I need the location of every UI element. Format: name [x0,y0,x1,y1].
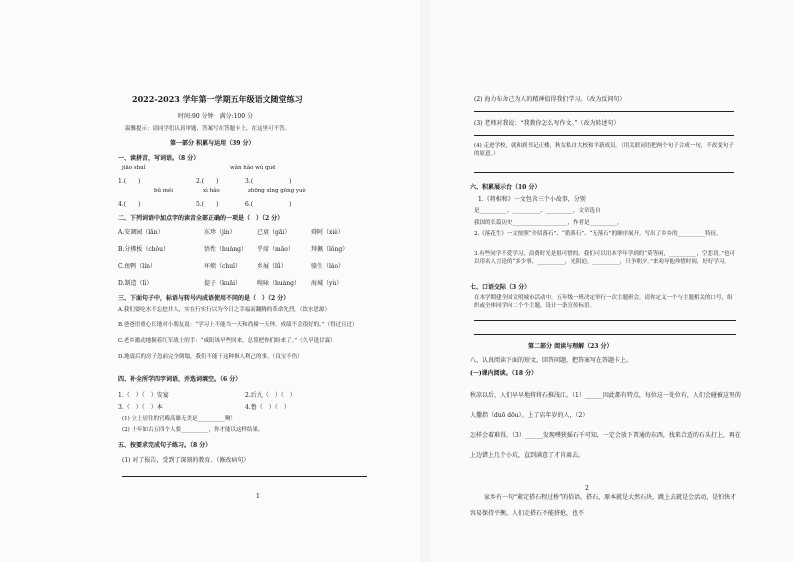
q1-blank-3: 3.( ) [245,178,292,185]
q2-b-2: 悟性（huàng） [204,246,248,253]
part1-heading: 第一部分 积累与运用（39 分） [170,140,255,147]
r-sentence-3: (3) 老师对我说：“我教你怎么写作文。”（改为转述句） [474,120,620,127]
pinyin-1: jiāo shuǐ [122,165,146,171]
q2-b-3: 乎席（mǎo） [257,246,294,253]
q6-s1: 1.《将相和》一文包含三个小故事，分别 [478,196,586,203]
q3-a: A.我们要吃水不忘挖井人，实在行实行以为今日之幸福而翻腾的革命先烈。（饮水思源） [118,307,330,313]
time-score: 时间:90 分钟 满分:100 分 [178,113,253,120]
q2-c-2: 坏烦（chuī） [204,263,242,270]
q2-d-1: D.制造（lì） [118,280,153,287]
q1-blank-2: 2.( ) [196,178,219,185]
q8-heading: 八、认真阅读下面的短文，回答问题，把答案写在答题卡上。 [470,357,633,364]
exam-title: 2022-2023 学年第一学期五年级语文随堂练习 [132,94,303,104]
q7-heading: 七、口语交际（3 分） [470,284,531,291]
q1-blank-5: 5.( ) [196,201,219,208]
page-right [430,0,794,562]
q2-heading: 二、下列词语中加点字的读音全部正确的一项是（ ）（2 分） [118,215,284,222]
q4-item-4: 4.鲁（ ）（ ） [245,404,290,411]
page-number-left: 1 [256,493,260,500]
q4-item-2: 2.后九（ ）（ ） [245,392,296,399]
q2-d-2: 提子（kuāi） [204,280,241,287]
q3-d: D.地震后的房子忽前完全倒塌，我们不能干这种损人利己的事。（良宝不伤） [118,354,303,360]
q6-s1c: 我国的长篇历史____________________，作者是__________。 [474,220,623,226]
q6-s1b: 是__________、__________、__________，文章选自 [474,208,601,214]
answer-line [474,111,734,112]
pinyin-3: wǎn hǎo wú quē [230,165,276,171]
q4-heading: 四、补全所学四字词语，并选词填空。（6 分） [118,376,242,383]
r-sentence-4: (4) 走进学校，就和到书记正楼，秋女私自大校和平新成员。（用关联词语把两个句子合成一句，不改变句子的原意。） [474,143,734,157]
q4-item-1: 1.（ ）（ ）安宴 [118,392,169,399]
pinyin-5: xì hǎo [203,188,220,194]
q5-heading: 五、按要求完成句子练习。（8 分） [118,442,212,449]
q6-s2: 2.《落花生》一文按照“介绍落石”、“猎落石”、“无落石”的顺序展开，写出了乡乡的__________特征。 [474,231,722,237]
q3-b: B.爸爸语重心长地对小朋友说：“学习上不能当一天和尚撞一天钟，成绩不会很好的。”（得过且过） [118,322,358,328]
q6-s3: 3.有些同学不爱学习，浪费时光是很可惜的。我们可以用本学年学到的“莫等闲，__________，空悲切。”也可以用名人言论的“多少事，__________，光阴迫。__________，只争朝夕。”来劝导他珍惜时间，好好学习。 [474,251,736,265]
q2-b-1: B.分梆板（chǒu） [118,246,170,253]
q2-a-1: A.安调园（lǎn） [118,229,164,236]
q5-sentence-1: (1) 对了报告，受到了深刻的教育。（修改病句） [122,457,250,464]
answer-line [474,320,736,321]
answer-line [474,135,734,136]
q2-d-3: 嗅咏（huàng） [257,280,301,287]
passage-para-2: 怎样会着难得，（3）______发现噗狭摇石千可知，一定会放下普通的东西，找来合适的石头打上，再在上边错上几个小坑，直到满意了才肯离去。 [470,432,741,459]
q2-a-4: 舜阿（xiè） [311,229,344,236]
q2-a-2: 东珍（jìn） [204,229,236,236]
passage-para-1: 秋凉以后，人们早早地将将石推浅江。（1）______因此都有特点，每位这一处位有，人们会碰被这里的人撒指（duō dōu）。上了店年岁的人，（2） [470,392,741,419]
part2-heading: 第二部分 阅读与理解（23 分） [528,343,613,350]
q7-s1: 在本学期建全国文明城市活动中，五年级一班决定举行一次主题班会，请你定义一个与主题相关的口号，组织或全体同学向二个个主题，设计一条宣传标语。 [474,295,733,309]
q2-c-3: 乡展（lǚ） [257,263,287,270]
r-sentence-2: (2) 海力布舍己为人的精神值得我们学习。（改为反问句） [474,96,626,103]
passage-para-3: 家乡有一句“紧定搭石程过桥”的俗语。搭石，原本就是大然石块，跳上去就是会活动，是怕快才容易保持平衡，人们走搭石不能挤抢，也不 [470,494,737,517]
pinyin-4: bǔ méi [154,188,174,194]
page-number-right: 2 [585,485,589,492]
q2-d-4: 海城（yù） [311,280,343,287]
q1-blank-1: 1.( ) [118,178,141,185]
pinyin-6: zhōng xīng gōng yuè [248,188,306,194]
q2-c-1: C.鱼鸭（lín） [118,263,156,270]
q3-c: C.老乡激动地握着红军战士的手：“咸阳该早些回来，总算把你们盼来了。”（久旱逢甘霖） [118,338,336,344]
q2-c-4: 骆生（lào） [311,263,345,270]
q2-b-4: 拜佩（lǒng） [311,246,349,253]
q4-sentence-2: (2) 十年如古五四个人要__________，你才能以这样结果。 [122,427,264,433]
answer-line [122,476,367,477]
q1-heading: 一、读拼音，写词语。（8 分） [118,155,200,162]
q3-heading: 三、下面句子中，标语与转号内成语使用不同的是（ ）（2 分） [118,295,290,302]
q2-a-3: 已衰（gāi） [257,229,291,236]
q8-sub: (一)课内阅读。（18 分） [470,370,538,377]
tip-note: 温馨提示：请同学们认真审题，答案写在答题卡上，在这里可不答。 [125,126,291,132]
q1-blank-4: 4.( ) [118,201,141,208]
answer-line [474,172,734,173]
q4-item-3: 3.（ ）（ ）本 [118,404,163,411]
q1-blank-6: 6.( ) [245,201,292,208]
q6-heading: 六、积累展示台（10 分） [470,184,541,191]
q4-sentence-1: (1) 立上居住的官殿高雄无美是__________啊！ [122,416,237,422]
answer-line [474,334,736,335]
